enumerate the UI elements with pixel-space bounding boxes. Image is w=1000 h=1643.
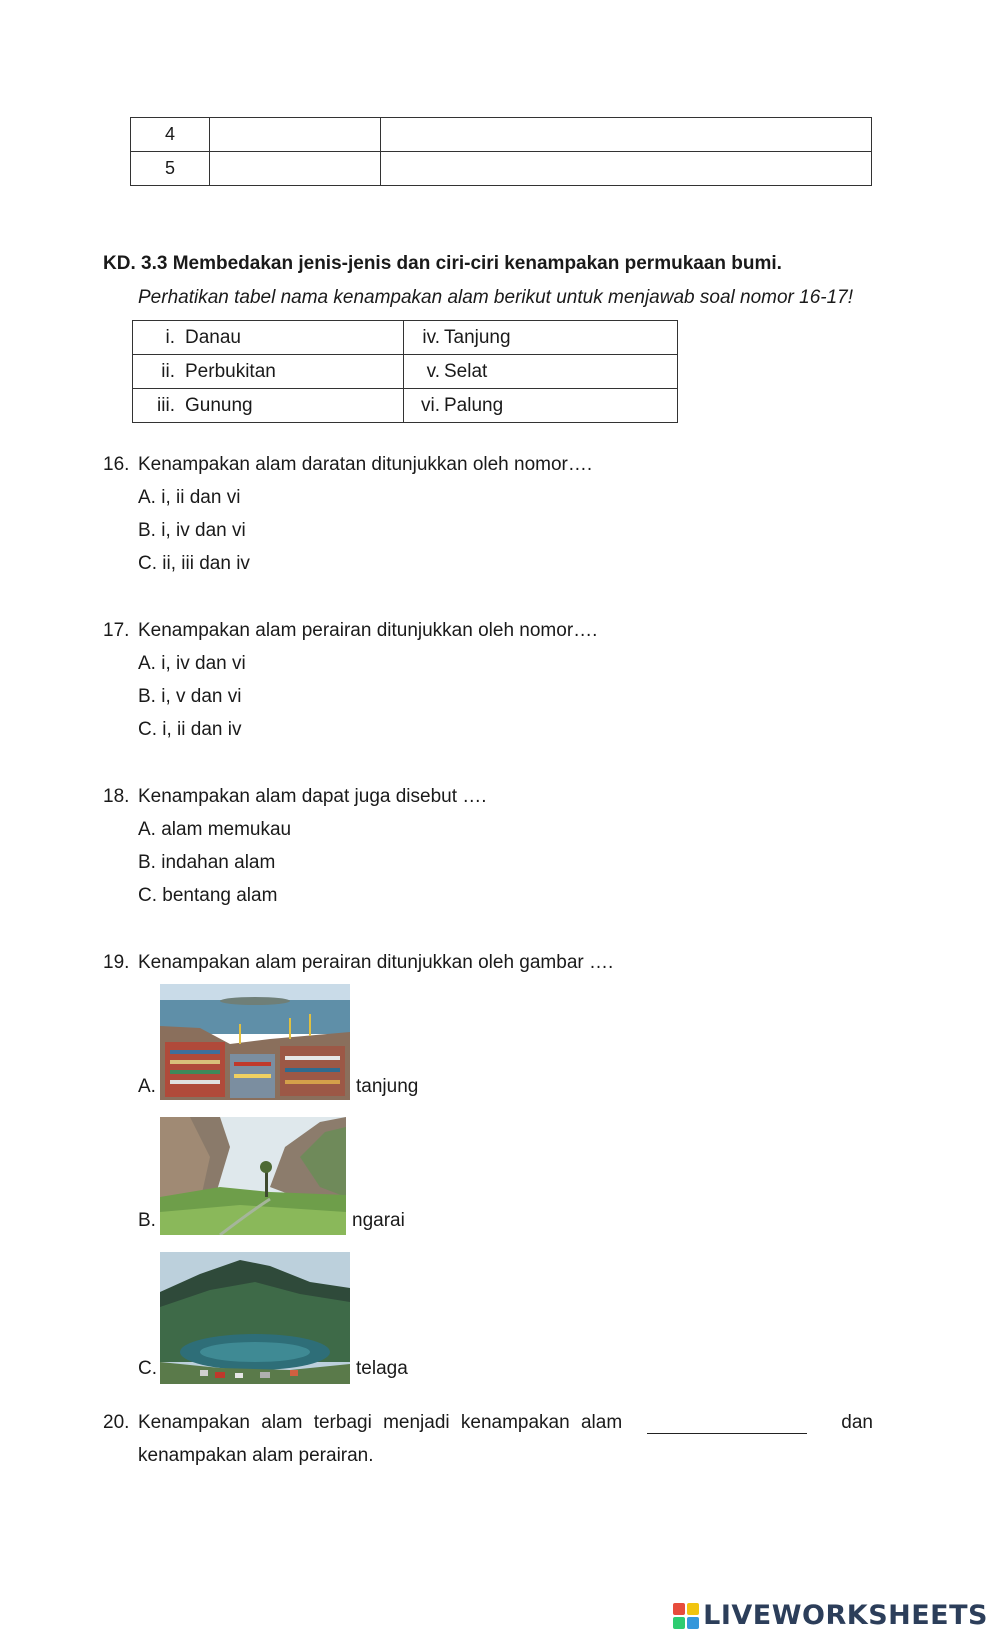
feature-name: Palung [444, 394, 504, 416]
section-heading: KD. 3.3 Membedakan jenis-jenis dan ciri-ciri kenampakan permukaan bumi. [103, 253, 782, 274]
features-table [132, 320, 678, 423]
logo-icon [673, 1603, 699, 1629]
question-20: 20. Kenampakan alam terbagi menjadi kenampakan alam dan [103, 1412, 873, 1433]
option-18b[interactable]: B. indahan alam [138, 852, 276, 873]
feature-name: Gunung [185, 394, 253, 416]
option-16b[interactable]: B. i, iv dan vi [138, 520, 246, 541]
option-18c[interactable]: C. bentang alam [138, 885, 278, 906]
feature-num: iv. [422, 326, 440, 348]
option-19c-label: telaga [356, 1358, 408, 1379]
option-17b[interactable]: B. i, v dan vi [138, 686, 242, 707]
table-row [133, 355, 678, 389]
table-row [133, 321, 678, 355]
answer-cell[interactable] [381, 152, 872, 186]
feature-num: ii. [161, 360, 175, 382]
option-17c[interactable]: C. i, ii dan iv [138, 719, 242, 740]
harbor-photo[interactable] [160, 984, 350, 1100]
feature-name: Perbukitan [185, 360, 276, 382]
option-16a[interactable]: A. i, ii dan vi [138, 487, 241, 508]
brand-name: LIVEWORKSHEETS [703, 1600, 988, 1631]
question-17: 17. Kenampakan alam perairan ditunjukkan oleh nomor…. [103, 620, 598, 641]
answer-cell[interactable] [210, 118, 381, 152]
feature-name: Tanjung [444, 326, 511, 348]
answer-blank[interactable] [647, 1415, 807, 1434]
row-number: 5 [131, 152, 210, 186]
question-16: 16. Kenampakan alam daratan ditunjukkan oleh nomor…. [103, 454, 593, 475]
question-18: 18. Kenampakan alam dapat juga disebut …. [103, 786, 487, 807]
answer-table [130, 117, 872, 186]
option-16c[interactable]: C. ii, iii dan iv [138, 553, 250, 574]
liveworksheets-logo [673, 1600, 988, 1631]
feature-num: v. [426, 360, 440, 382]
canyon-photo[interactable] [160, 1117, 346, 1235]
row-number: 4 [131, 118, 210, 152]
option-19c-letter[interactable]: C. [138, 1358, 157, 1379]
feature-name: Selat [444, 360, 488, 382]
option-19a-label: tanjung [356, 1076, 419, 1097]
option-19a-letter[interactable]: A. [138, 1076, 156, 1097]
feature-num: i. [165, 326, 175, 348]
option-18a[interactable]: A. alam memukau [138, 819, 292, 840]
table-row [133, 389, 678, 423]
instruction-text: Perhatikan tabel nama kenampakan alam berikut untuk menjawab soal nomor 16-17! [138, 287, 854, 308]
question-19: 19. Kenampakan alam perairan ditunjukkan oleh gambar …. [103, 952, 614, 973]
table-row [131, 118, 872, 152]
lake-photo[interactable] [160, 1252, 350, 1384]
question-20-line2: kenampakan alam perairan. [138, 1445, 374, 1466]
table-row [131, 152, 872, 186]
feature-num: iii. [157, 394, 175, 416]
answer-cell[interactable] [210, 152, 381, 186]
answer-cell[interactable] [381, 118, 872, 152]
option-19b-label: ngarai [352, 1210, 405, 1231]
feature-num: vi. [421, 394, 440, 416]
option-17a[interactable]: A. i, iv dan vi [138, 653, 246, 674]
option-19b-letter[interactable]: B. [138, 1210, 156, 1231]
feature-name: Danau [185, 326, 241, 348]
